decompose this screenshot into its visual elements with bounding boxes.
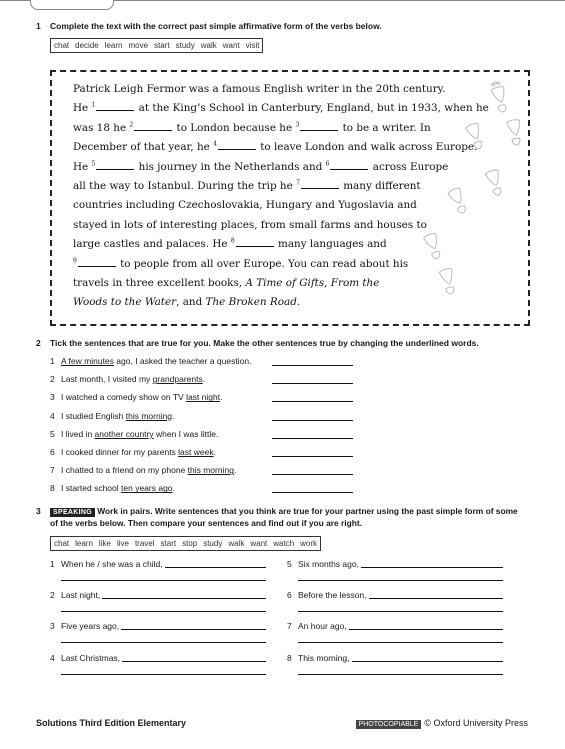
ex2-sentence	[50, 447, 216, 457]
gap-number: 5	[91, 160, 96, 168]
ex3-prompt	[287, 559, 359, 569]
ex3-prompt	[50, 559, 163, 569]
ex3-number: 3	[36, 506, 41, 516]
sentence-text: .	[202, 374, 206, 385]
writing-line[interactable]	[102, 598, 266, 599]
item-number: 4	[50, 410, 55, 421]
story-text-segment: He	[73, 160, 92, 173]
prompt-text: This morning,	[298, 652, 350, 663]
page-tab	[30, 0, 114, 10]
word-learn: learn	[75, 539, 93, 548]
underlined-phrase: A few minutes	[61, 356, 114, 366]
book-title: The Broken Road	[205, 296, 297, 309]
sentence-text: I watched a comedy show on TV	[61, 392, 187, 403]
underlined-phrase: last night	[186, 392, 221, 403]
word-live: live	[116, 539, 129, 548]
book-title: A Time of Gifts	[245, 276, 325, 289]
gap-number: 4	[213, 140, 217, 148]
answer-line[interactable]	[272, 383, 353, 384]
writing-line[interactable]	[349, 629, 503, 630]
ex2-sentence	[50, 392, 222, 402]
ex3-word-box	[50, 536, 321, 551]
story-text-segment: He	[73, 102, 92, 115]
prompt-text: Six months ago,	[298, 559, 359, 569]
footer-copyright	[356, 718, 528, 728]
gap-blank[interactable]	[300, 121, 338, 131]
item-number: 3	[50, 392, 55, 403]
ex2-number: 2	[36, 338, 41, 348]
story-text-segment: travels in three excellent books,	[73, 276, 246, 289]
ex3-prompt	[50, 621, 119, 631]
word-walk: walk	[228, 539, 245, 548]
writing-line[interactable]	[61, 674, 266, 675]
underlined-phrase: ten years ago	[121, 483, 173, 494]
answer-line[interactable]	[272, 365, 353, 366]
gap-blank[interactable]	[301, 179, 339, 189]
answer-line[interactable]	[272, 420, 353, 421]
answer-line[interactable]	[272, 474, 353, 475]
writing-line[interactable]	[121, 629, 266, 630]
ex3-instruction-line2: of the verbs below. Then compare your sentences and find out if you are right.	[50, 518, 362, 528]
writing-line[interactable]	[298, 611, 503, 612]
item-number: 6	[287, 590, 292, 601]
ex2-instruction: Tick the sentences that are true for you. Make the other sentences true by changing the underlined words.	[50, 338, 479, 348]
story-text-segment: at the King’s School in Canterbury, England, but in 1933, when he	[135, 102, 489, 115]
story-text-segment: to London because he	[173, 121, 296, 134]
ex2-sentence	[50, 411, 174, 421]
underlined-phrase: another country	[94, 428, 154, 439]
sentence-text: I cooked dinner for my parents	[61, 447, 179, 457]
item-number: 8	[287, 652, 292, 663]
photocopiable-badge: PHOTOCOPIABLE	[356, 720, 422, 729]
item-number: 3	[50, 621, 55, 632]
gap-number: 2	[129, 121, 134, 129]
word-walk: walk	[200, 41, 217, 50]
gap-number: 7	[296, 179, 300, 187]
item-number: 8	[50, 483, 55, 494]
ex2-sentence	[50, 483, 175, 493]
sentence-text: .	[213, 447, 216, 457]
prompt-text: An hour ago,	[298, 621, 347, 632]
underlined-phrase: grandparents	[152, 374, 203, 385]
ex3-instruction-line1: Work in pairs. Write sentences that you think are true for your partner using the past simple form of some	[97, 506, 518, 516]
story-text-segment: countries including Czechoslovakia, Hungary and Yugoslavia and	[73, 199, 417, 212]
gap-blank[interactable]	[218, 140, 256, 150]
word-stop: stop	[182, 539, 198, 548]
sentence-text: I chatted to a friend on my phone	[61, 465, 188, 476]
story-text-segment: his journey in the Netherlands and	[135, 160, 326, 173]
answer-line[interactable]	[272, 401, 353, 402]
gap-blank[interactable]	[330, 160, 368, 170]
answer-line[interactable]	[272, 492, 353, 493]
word-travel: travel	[134, 539, 155, 548]
gap-blank[interactable]	[78, 257, 116, 267]
ex3-prompt	[50, 590, 100, 600]
ex1-number: 1	[36, 21, 41, 31]
sentence-text: Last month, I visited my	[61, 374, 153, 385]
story-text-segment: many languages and	[274, 238, 387, 251]
gap-blank[interactable]	[236, 237, 274, 247]
underlined-phrase: this morning	[125, 410, 173, 421]
prompt-text: Five years ago,	[61, 621, 120, 632]
story-text-segment: all the way to Istanbul. During the trip he	[73, 179, 297, 192]
word-work: work	[300, 539, 318, 548]
word-watch: watch	[273, 539, 295, 548]
word-study: study	[175, 41, 195, 50]
writing-line[interactable]	[298, 580, 503, 581]
ex2-sentence	[50, 465, 236, 475]
word-chat: chat	[54, 41, 70, 50]
item-number: 7	[50, 465, 55, 476]
word-learn: learn	[104, 41, 123, 50]
prompt-text: Last Christmas,	[61, 652, 121, 663]
item-number: 2	[50, 590, 55, 601]
ex2-sentence	[50, 356, 251, 366]
book-title: From the	[330, 276, 380, 289]
writing-line[interactable]	[361, 567, 503, 568]
ex3-prompt	[287, 590, 367, 600]
writing-line[interactable]	[122, 661, 266, 662]
story-text-segment: to people from all over Europe. You can read about his	[116, 257, 409, 270]
sentence-text: I studied English	[61, 410, 126, 421]
gap-blank[interactable]	[96, 160, 134, 170]
writing-line[interactable]	[165, 567, 266, 568]
ex2-sentence	[50, 429, 218, 439]
story-text-segment: was 18 he	[73, 121, 130, 134]
footer-title: Solutions Third Edition Elementary	[36, 718, 187, 728]
ex3-instruction	[50, 506, 518, 516]
story-text-segment: stayed in lots of interesting places, from small farms and houses to	[73, 218, 427, 231]
gap-number: 8	[230, 237, 235, 245]
item-number: 7	[287, 621, 292, 632]
gap-number: 1	[91, 101, 96, 109]
sentence-text: when I was little.	[153, 428, 219, 439]
writing-line[interactable]	[298, 642, 503, 643]
ex2-sentence	[50, 374, 205, 384]
writing-line[interactable]	[61, 611, 266, 612]
answer-line[interactable]	[272, 438, 353, 439]
story-text-segment: across Europe	[369, 160, 449, 173]
story-text-segment: Patrick Leigh Fermor was a famous English writer in the 20th century.	[73, 83, 446, 95]
story-text-segment: , and	[176, 296, 206, 309]
word-study: study	[203, 539, 223, 548]
gap-blank[interactable]	[96, 101, 134, 111]
item-number: 5	[287, 559, 292, 569]
sentence-text: ago, I asked the teacher a question.	[113, 356, 252, 366]
story-text-segment: large castles and palaces. He	[73, 238, 231, 251]
story-text-segment: ,	[324, 276, 331, 289]
book-title: Woods to the Water	[73, 296, 177, 309]
writing-line[interactable]	[352, 661, 503, 662]
story-text-segment: to be a writer. In	[339, 121, 431, 134]
word-visit: visit	[245, 41, 260, 50]
writing-line[interactable]	[298, 674, 503, 675]
word-start: start	[160, 539, 177, 548]
ex3-prompt	[287, 653, 350, 663]
item-number: 5	[50, 428, 55, 439]
ex1-word-box	[50, 38, 263, 53]
item-number: 6	[50, 447, 55, 457]
ex1-instruction: Complete the text with the correct past simple affirmative form of the verbs below.	[50, 21, 382, 31]
gap-number: 6	[325, 160, 330, 168]
word-move: move	[128, 41, 149, 50]
gap-number: 3	[295, 121, 300, 129]
ex3-prompt	[287, 621, 347, 631]
word-start: start	[154, 41, 170, 50]
prompt-text: Before the lesson,	[298, 590, 367, 601]
sentence-text: .	[172, 483, 175, 494]
answer-line[interactable]	[272, 456, 353, 457]
footprints-decoration	[412, 78, 522, 308]
sentence-text: .	[220, 392, 223, 403]
gap-number: 9	[73, 257, 77, 265]
sentence-text: I started school	[61, 483, 122, 494]
word-want: want	[250, 539, 268, 548]
story-text-segment: December of that year, he	[73, 141, 214, 154]
speaking-badge: SPEAKING	[50, 508, 95, 517]
item-number: 4	[50, 652, 55, 663]
copyright-text: © Oxford University Press	[424, 718, 528, 728]
sentence-text: .	[172, 410, 175, 421]
word-want: want	[222, 41, 240, 50]
writing-line[interactable]	[61, 642, 266, 643]
item-number: 2	[50, 374, 55, 385]
story-text-segment: .	[296, 296, 301, 309]
item-number: 1	[50, 559, 55, 569]
sentence-text: .	[233, 465, 237, 476]
story-text-segment: many different	[339, 179, 421, 192]
writing-line[interactable]	[61, 580, 266, 581]
underlined-phrase: this morning	[187, 465, 234, 476]
sentence-text: I lived in	[61, 428, 95, 439]
ex3-prompt	[50, 653, 120, 663]
word-decide: decide	[75, 41, 99, 50]
prompt-text: When he / she was a child,	[61, 559, 163, 569]
writing-line[interactable]	[369, 598, 503, 599]
item-number: 1	[50, 356, 55, 366]
underlined-phrase: last week	[178, 447, 214, 457]
prompt-text: Last night,	[61, 590, 101, 601]
gap-blank[interactable]	[134, 121, 172, 131]
word-like: like	[98, 539, 111, 548]
word-chat: chat	[54, 539, 70, 548]
story-text-segment: to leave London and walk across Europe.	[256, 141, 478, 154]
